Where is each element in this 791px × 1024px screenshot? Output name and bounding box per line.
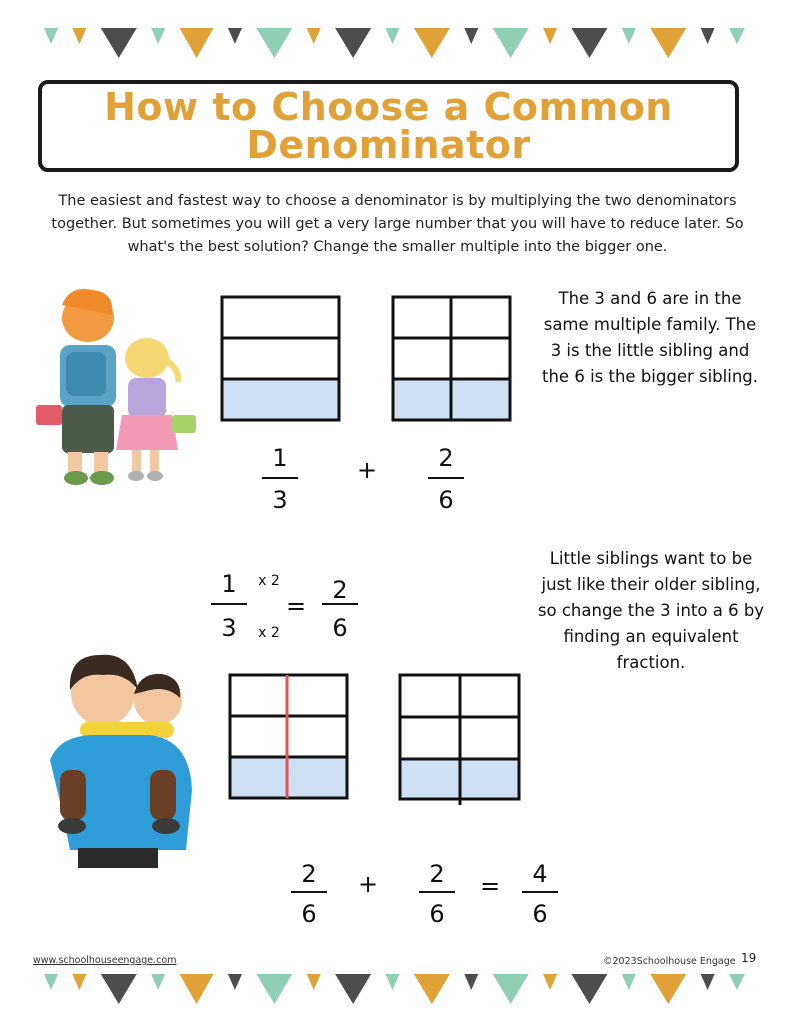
bunting-flag xyxy=(307,974,321,990)
bunting-bottom xyxy=(0,970,791,1010)
page-number: 19 xyxy=(741,951,757,965)
fraction-denominator: 3 xyxy=(272,486,288,514)
fraction-numerator: 4 xyxy=(532,860,548,888)
bunting-flag xyxy=(701,974,715,990)
copyright-text: ©2023Schoolhouse Engage xyxy=(603,956,736,967)
bunting-flag xyxy=(72,974,86,990)
brothers-illustration xyxy=(50,655,192,868)
sixths-model-2 xyxy=(400,675,519,805)
bunting-flag xyxy=(256,974,292,1004)
bunting-flag xyxy=(543,974,557,990)
plus-sign: + xyxy=(357,870,379,898)
bunting-flag xyxy=(151,974,165,990)
fraction-numerator: 2 xyxy=(301,860,317,888)
fraction-numerator: 2 xyxy=(429,860,445,888)
thirds-split-model xyxy=(230,675,347,798)
fraction-denominator: 6 xyxy=(438,486,454,514)
bunting-flag xyxy=(729,974,745,990)
fraction-denominator: 6 xyxy=(332,614,348,642)
fraction-numerator: 2 xyxy=(332,576,348,604)
bunting-flag xyxy=(464,974,478,990)
kids-walking-illustration xyxy=(36,289,196,485)
fraction-denominator: 6 xyxy=(532,900,548,928)
intro-paragraph: The easiest and fastest way to choose a denominator is by multiplying the two denominators together. But sometimes you will get a very large number that you will have to reduce later. So what's the best solution? Change the smaller multiple into the bigger one. xyxy=(51,193,744,255)
bunting-flag xyxy=(101,974,137,1004)
title-line-1: How to Choose a Common xyxy=(104,85,673,129)
bunting-flag xyxy=(650,974,686,1004)
thirds-model xyxy=(222,297,339,420)
website-link[interactable]: www.schoolhouseengage.com xyxy=(33,955,177,966)
fraction-denominator: 3 xyxy=(221,614,237,642)
equals-sign: = xyxy=(479,872,501,900)
bunting-flag xyxy=(493,974,529,1004)
bunting-flag xyxy=(180,974,214,1004)
bunting-flag xyxy=(622,974,636,990)
equals-sign: = xyxy=(285,592,307,620)
plus-sign: + xyxy=(356,456,378,484)
multiplier-bottom: x 2 xyxy=(258,625,280,641)
bunting-flag xyxy=(571,974,607,1004)
fraction-numerator: 1 xyxy=(272,444,288,472)
fraction-denominator: 6 xyxy=(429,900,445,928)
bunting-flag xyxy=(414,974,450,1004)
bunting-flag xyxy=(335,974,371,1004)
multiplier-top: x 2 xyxy=(258,573,280,589)
sixths-model xyxy=(393,297,510,420)
bunting-flag xyxy=(228,974,242,990)
title-line-2: Denominator xyxy=(246,123,531,167)
equivalent-note: Little siblings want to be just like their older sibling, so change the 3 into a 6 by finding an equivalent fraction. xyxy=(537,549,765,672)
bunting-flag xyxy=(386,974,400,990)
bunting-flag xyxy=(44,974,58,990)
sibling-note: The 3 and 6 are in the same multiple family. The 3 is the little sibling and the 6 is the bigger sibling. xyxy=(542,289,758,386)
fraction-denominator: 6 xyxy=(301,900,317,928)
fraction-numerator: 1 xyxy=(221,570,237,598)
fraction-numerator: 2 xyxy=(438,444,454,472)
